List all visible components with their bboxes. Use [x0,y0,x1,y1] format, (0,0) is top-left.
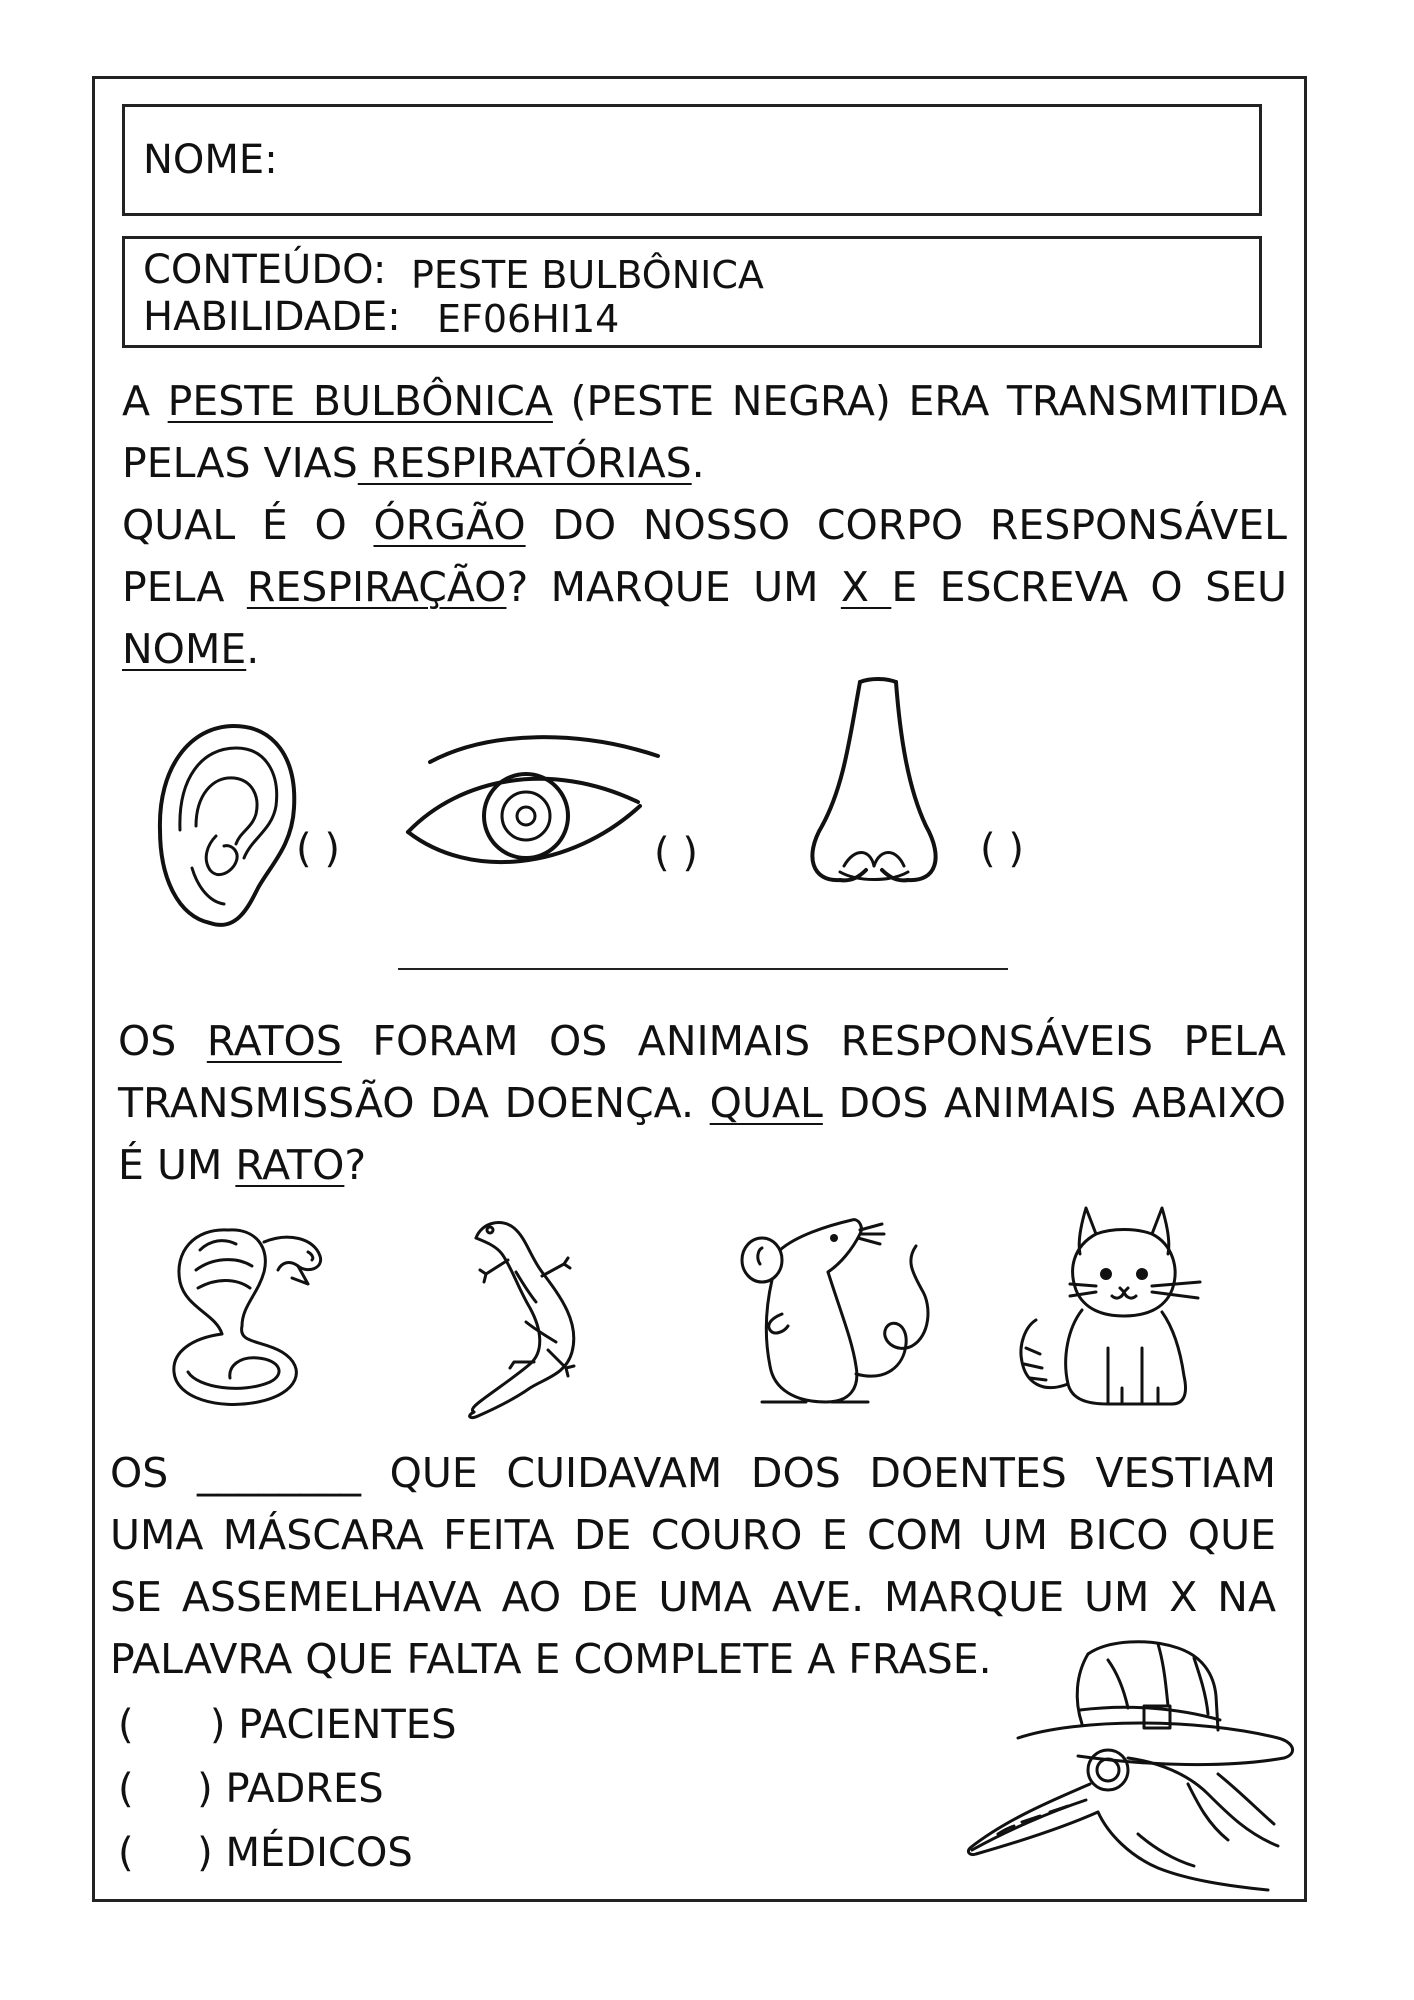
ear-icon [152,718,302,940]
q1-line-3: QUAL É O ÓRGÃO DO NOSSO CORPO RESPONSÁVEL [122,501,1287,549]
q1-term-plague: PESTE BULBÔNICA [167,377,553,425]
content-value: PESTE BULBÔNICA [411,253,764,297]
lizard-icon[interactable] [456,1212,612,1422]
option-medicos-checkbox[interactable]: ( ) [118,1830,213,1876]
option-pacientes-checkbox[interactable]: ( ) [118,1702,226,1748]
eye-checkbox[interactable]: ( ) [654,830,698,876]
plague-doctor-icon [958,1634,1302,1896]
q3-line-4: PALAVRA QUE FALTA E COMPLETE A FRASE. [110,1635,992,1683]
q2-term-which: QUAL [709,1079,823,1127]
q1-line-5: NOME. [122,625,260,673]
content-skill-field [122,236,1262,348]
q1-line-4: PELA RESPIRAÇÃO? MARQUE UM X E ESCREVA O SEU [122,563,1288,611]
name-label: NOME: [143,137,278,183]
q3-line-2: UMA MÁSCARA FEITA DE COURO E COM UM BICO QUE [110,1511,1276,1559]
q3-line-1: OS ________ QUE CUIDAVAM DOS DOENTES VESTIAM [110,1449,1276,1497]
skill-label: HABILIDADE: [143,294,401,340]
q1-term-x: X [840,563,892,611]
q1-answer-line[interactable] [398,968,1008,970]
q2-line-2: TRANSMISSÃO DA DOENÇA. QUAL DOS ANIMAIS ABAIXO [118,1079,1286,1127]
option-padres[interactable] [118,1766,384,1812]
q2-term-rats: RATOS [206,1017,342,1065]
nose-icon [800,676,948,890]
cobra-icon[interactable] [158,1222,334,1414]
option-pacientes[interactable] [118,1702,456,1748]
content-label: CONTEÚDO: [143,247,387,293]
name-field[interactable] [122,104,1262,216]
option-medicos[interactable] [118,1830,413,1876]
q1-term-organ: ÓRGÃO [373,501,526,549]
option-medicos-label: MÉDICOS [225,1830,413,1876]
option-pacientes-label: PACIENTES [238,1702,457,1748]
q1-term-respiratory: RESPIRATÓRIAS [357,439,692,487]
q1-term-breathing: RESPIRAÇÃO [246,563,507,611]
q1-line-2: PELAS VIAS RESPIRATÓRIAS. [122,439,705,487]
q2-line-1: OS RATOS FORAM OS ANIMAIS RESPONSÁVEIS PELA [118,1017,1286,1065]
option-padres-checkbox[interactable]: ( ) [118,1766,213,1812]
q1-line-1: A PESTE BULBÔNICA (PESTE NEGRA) ERA TRANSMITIDA [122,377,1287,425]
ear-checkbox[interactable]: ( ) [296,826,340,872]
eye-icon [400,730,662,876]
skill-value: EF06HI14 [437,297,620,341]
q1-term-name: NOME [122,625,247,673]
q2-line-3: É UM RATO? [118,1141,367,1189]
cat-icon[interactable] [1012,1198,1208,1412]
mouse-icon[interactable] [736,1206,936,1416]
q3-line-3: SE ASSEMELHAVA AO DE UMA AVE. MARQUE UM X NA [110,1573,1276,1621]
option-padres-label: PADRES [225,1766,384,1812]
nose-checkbox[interactable]: ( ) [980,826,1024,872]
q2-term-rat: RATO [235,1141,345,1189]
